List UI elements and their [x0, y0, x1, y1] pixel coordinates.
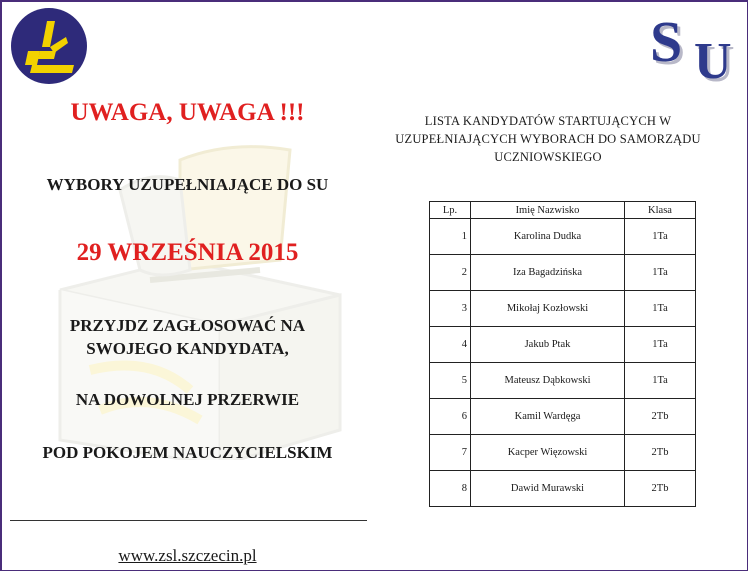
- row-class: 1Ta: [625, 327, 696, 363]
- table-row: [430, 219, 696, 255]
- row-name: Kacper Więzowski: [471, 435, 625, 471]
- row-class: 2Tb: [625, 399, 696, 435]
- row-name: Dawid Murawski: [471, 471, 625, 507]
- row-class: 2Tb: [625, 435, 696, 471]
- table-row: [430, 399, 696, 435]
- su-logo-letter-u: U: [694, 33, 732, 90]
- row-lp: 2: [430, 255, 471, 291]
- row-lp: 1: [430, 219, 471, 255]
- row-lp: 4: [430, 327, 471, 363]
- call-to-vote-line2: SWOJEGO KANDYDATA,: [86, 339, 289, 358]
- row-name: Mikołaj Kozłowski: [471, 291, 625, 327]
- row-lp: 3: [430, 291, 471, 327]
- row-lp: 5: [430, 363, 471, 399]
- table-row: [430, 471, 696, 507]
- row-class: 2Tb: [625, 471, 696, 507]
- school-logo-icon: [10, 7, 88, 85]
- su-logo-letter-s: S: [650, 9, 683, 74]
- table-row: [430, 255, 696, 291]
- table-row: [430, 435, 696, 471]
- website-link[interactable]: www.zsl.szczecin.pl: [118, 546, 257, 565]
- row-class: 1Ta: [625, 219, 696, 255]
- headline: UWAGA, UWAGA !!!: [70, 99, 305, 126]
- election-date: 29 WRZEŚNIA 2015: [76, 239, 299, 266]
- call-to-vote-line1: PRZYJDZ ZAGŁOSOWAĆ NA: [69, 316, 306, 335]
- voting-time: NA DOWOLNEJ PRZERWIE: [75, 390, 300, 409]
- row-class: 1Ta: [625, 255, 696, 291]
- row-name: Mateusz Dąbkowski: [471, 363, 625, 399]
- row-name: Iza Bagadzińska: [471, 255, 625, 291]
- list-title-line2: UZUPEŁNIAJĄCYCH WYBORACH DO SAMORZĄDU: [395, 132, 701, 146]
- table-row: [430, 291, 696, 327]
- list-title-line1: LISTA KANDYDATÓW STARTUJĄCYCH W: [424, 114, 672, 128]
- row-name: Karolina Dudka: [471, 219, 625, 255]
- list-title-line3: UCZNIOWSKIEGO: [494, 150, 602, 164]
- row-name: Jakub Ptak: [471, 327, 625, 363]
- footer-divider: [10, 520, 367, 521]
- table-row: [430, 363, 696, 399]
- row-lp: 8: [430, 471, 471, 507]
- candidates-table: [429, 201, 696, 507]
- table-row: [430, 327, 696, 363]
- row-lp: 6: [430, 399, 471, 435]
- su-logo-icon: [644, 10, 744, 90]
- header-class: Klasa: [625, 202, 696, 219]
- header-lp: Lp.: [430, 202, 471, 219]
- election-subtitle: WYBORY UZUPEŁNIAJĄCE DO SU: [46, 175, 329, 194]
- row-lp: 7: [430, 435, 471, 471]
- table-header-row: [430, 202, 696, 219]
- voting-place: POD POKOJEM NAUCZYCIELSKIM: [42, 443, 333, 462]
- row-class: 1Ta: [625, 363, 696, 399]
- row-class: 1Ta: [625, 291, 696, 327]
- candidate-list-title: [388, 112, 708, 166]
- header-name: Imię Nazwisko: [471, 202, 625, 219]
- row-name: Kamil Wardęga: [471, 399, 625, 435]
